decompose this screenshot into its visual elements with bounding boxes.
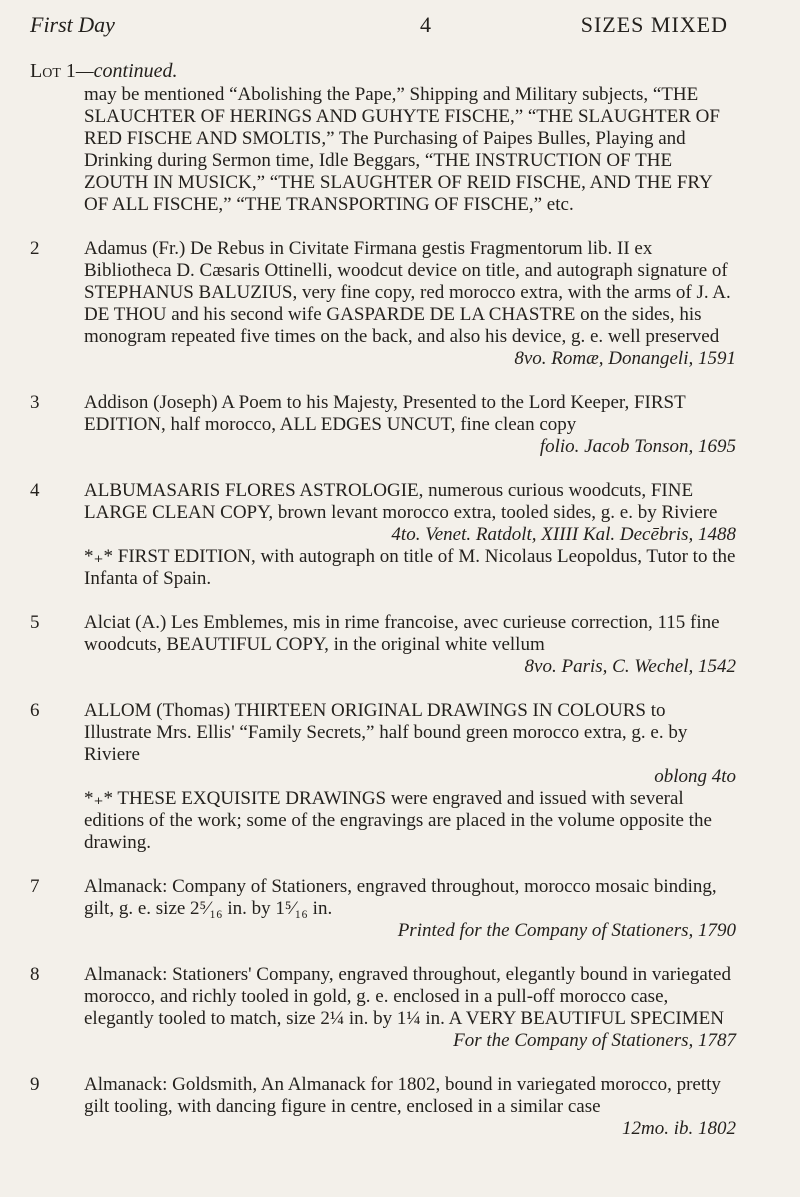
entry-number: 8	[30, 964, 40, 985]
page-number: 4	[420, 12, 431, 37]
entry-imprint: 8vo. Romæ, Donangeli, 1591	[514, 348, 736, 369]
entry-text: Almanack: Stationers' Company, engraved throughout, elegantly bound in variegated morocco, and richly tooled in gold, g. e. enclosed in a pull-off morocco case, elegantly tooled to match, size 2¼ in. by 1¼ in. A VERY BEAUTIFUL SPECIMEN	[84, 964, 731, 1029]
entry-imprint: 4to. Venet. Ratdolt, XIIII Kal. Decēbris, 1488	[391, 524, 736, 545]
entry-4	[30, 480, 736, 590]
header-right: SIZES MIXED	[580, 12, 728, 37]
entry-continuation	[30, 84, 736, 216]
entry-number: 6	[30, 700, 40, 721]
entry-imprint: oblong 4to	[654, 766, 736, 787]
entry-9	[30, 1074, 736, 1140]
entry-number: 7	[30, 876, 40, 897]
entry-imprint: 12mo. ib. 1802	[622, 1118, 736, 1139]
entry-note: *₊* FIRST EDITION, with autograph on title of M. Nicolaus Leopoldus, Tutor to the Infanta of Spain.	[84, 546, 736, 589]
entry-text: ALLOM (Thomas) THIRTEEN ORIGINAL DRAWINGS IN COLOURS to Illustrate Mrs. Ellis' “Family Secrets,” half bound green morocco extra, g. e. by Riviere	[84, 700, 688, 765]
entry-number: 2	[30, 238, 40, 259]
entry-text: Almanack: Company of Stationers, engraved throughout, morocco mosaic binding, gilt, g. e. size 2⁵⁄₁₆ in. by 1⁵⁄₁₆ in.	[84, 876, 717, 919]
entry-3	[30, 392, 736, 458]
entry-text: ALBUMASARIS FLORES ASTROLOGIE, numerous curious woodcuts, FINE LARGE CLEAN COPY, brown levant morocco extra, tooled sides, g. e. by Riviere	[84, 480, 718, 523]
continuation-text: may be mentioned “Abolishing the Pape,” Shipping and Military subjects, “THE SLAUCHTER OF HERINGS AND GUHYTE FISCHE,” “THE SLAUGHTER OF RED FISCHE AND SMOLTIS,” The Purchasing of Paipes Bulles, Playing and Drinking during Sermon time, Idle Beggars, “THE INSTRUCTION OF THE ZOUTH IN MUSICK,” “THE SLAUGHTER OF REID FISCHE, AND THE FRY OF ALL FISCHE,” “THE TRANSPORTING OF FISCHE,” etc.	[84, 84, 720, 215]
entry-imprint: Printed for the Company of Stationers, 1790	[397, 920, 736, 941]
entry-note: *₊* THESE EXQUISITE DRAWINGS were engraved and issued with several editions of the work; some of the engravings are placed in the volume opposite the drawing.	[84, 788, 712, 853]
entry-2	[30, 238, 736, 370]
lot-continued: —continued.	[75, 60, 178, 82]
header-left: First Day	[30, 12, 115, 37]
entry-6	[30, 700, 736, 854]
entry-number: 5	[30, 612, 40, 633]
entry-number: 3	[30, 392, 40, 413]
lot-heading	[30, 60, 178, 83]
entry-imprint: 8vo. Paris, C. Wechel, 1542	[524, 656, 736, 677]
entry-text: Almanack: Goldsmith, An Almanack for 1802, bound in variegated morocco, pretty gilt tooling, with dancing figure in centre, enclosed in a similar case	[84, 1074, 721, 1117]
entry-number: 4	[30, 480, 40, 501]
entry-8	[30, 964, 736, 1052]
entries	[30, 84, 736, 1162]
entry-7	[30, 876, 736, 942]
running-header	[30, 12, 728, 42]
lot-label: Lot 1	[30, 60, 76, 82]
entry-text: Alciat (A.) Les Emblemes, mis in rime francoise, avec curieuse correction, 115 fine woodcuts, BEAUTIFUL COPY, in the original white vellum	[84, 612, 720, 655]
entry-imprint: For the Company of Stationers, 1787	[453, 1030, 736, 1051]
entry-imprint: folio. Jacob Tonson, 1695	[539, 436, 736, 457]
entry-text: Addison (Joseph) A Poem to his Majesty, Presented to the Lord Keeper, FIRST EDITION, half morocco, ALL EDGES UNCUT, fine clean copy	[84, 392, 686, 435]
entry-text: Adamus (Fr.) De Rebus in Civitate Firmana gestis Fragmentorum lib. II ex Bibliotheca D. Cæsaris Ottinelli, woodcut device on title, and autograph signature of STEPHANUS BALUZIUS, very fine copy, red morocco extra, with the arms of J. A. DE THOU and his second wife GASPARDE DE LA CHASTRE on the sides, his monogram repeated five times on the back, and also his device, g. e. well preserved	[84, 238, 731, 347]
entry-5	[30, 612, 736, 678]
entry-number: 9	[30, 1074, 40, 1095]
